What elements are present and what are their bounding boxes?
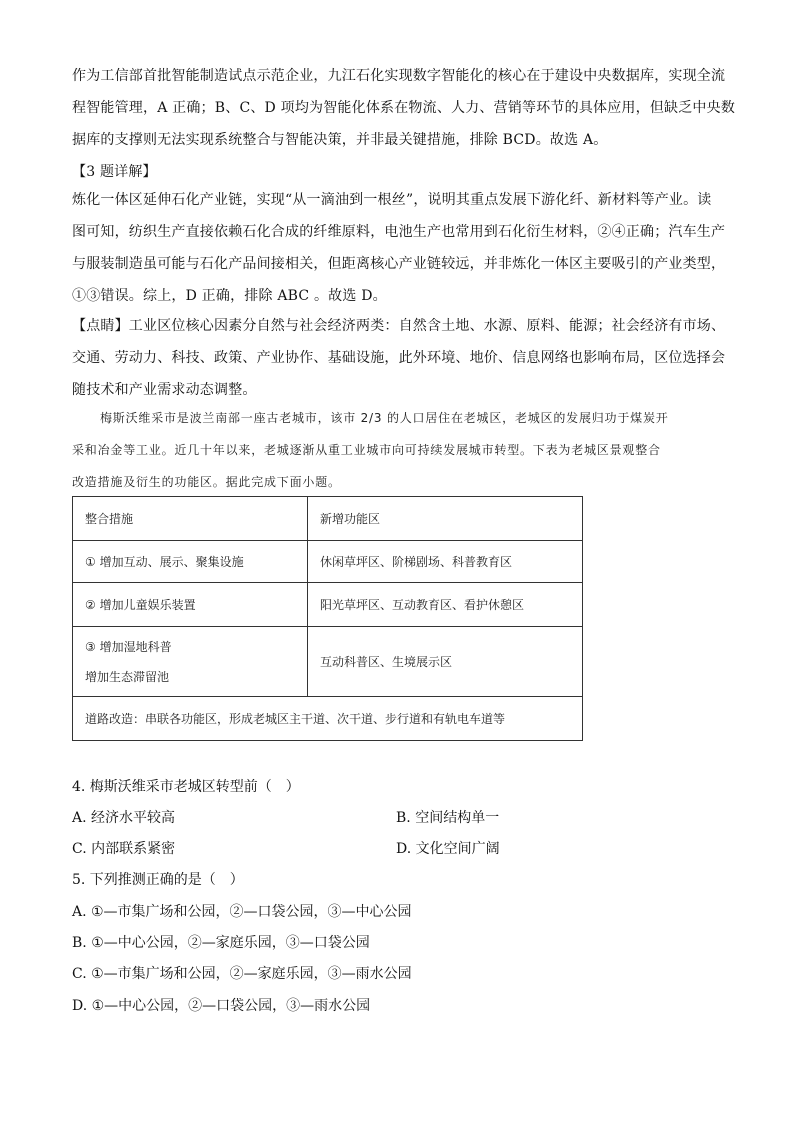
q5-option-a[interactable]: A. ①—市集广场和公园，②—口袋公园，③—中心公园 bbox=[72, 904, 412, 920]
text-line: 图可知，纺织生产直接依赖石化合成的纤维原料，电池生产也常用到石化衍生材料，②④正确；汽车生产 bbox=[72, 224, 726, 240]
q4-option-d[interactable]: D. 文化空间广阔 bbox=[396, 841, 500, 857]
table-row bbox=[73, 583, 583, 627]
q4-option-a[interactable]: A. 经济水平较高 bbox=[72, 810, 176, 826]
text-line: ①③错误。综上，D 正确，排除 ABC 。故选 D。 bbox=[72, 288, 387, 304]
text-line: 炼化一体区延伸石化产业链，实现“从一滴油到一根丝”，说明其重点发展下游化纤、新材料等产业。读 bbox=[72, 192, 712, 208]
measure-text: ② 增加儿童娱乐装置 bbox=[85, 597, 196, 612]
tip-paragraph bbox=[72, 310, 724, 406]
table-header-cell: 新增功能区 bbox=[308, 497, 583, 541]
text-line: 交通、劳动力、科技、政策、产业协作、基础设施，此外环境、地价、信息网络也影响布局，区位选择会 bbox=[72, 350, 726, 366]
table-footer-row bbox=[73, 697, 583, 741]
reading-passage bbox=[72, 402, 724, 498]
section-heading: 【3 题详解】 bbox=[72, 164, 157, 180]
table-row bbox=[73, 627, 583, 697]
table-cell-measure bbox=[73, 627, 308, 697]
text-line: 【点睛】工业区位核心因素分自然与社会经济两类：自然含土地、水源、原料、能源；社会经济有市场、 bbox=[72, 318, 726, 334]
table-header-row bbox=[73, 497, 583, 541]
q5-option-c[interactable]: C. ①—市集广场和公园，②—家庭乐园，③—雨水公园 bbox=[72, 966, 412, 982]
passage-line: 改造措施及衍生的功能区。据此完成下面小题。 bbox=[72, 475, 341, 489]
passage-line: 采和冶金等工业。近几十年以来，老城逐渐从重工业城市向可持续发展城市转型。下表为老城区景观整合 bbox=[72, 443, 661, 457]
question-4-stem: 4. 梅斯沃维采市老城区转型前（ ） bbox=[72, 779, 300, 795]
measure-text: 增加生态滞留池 bbox=[85, 669, 170, 684]
table-header-cell: 整合措施 bbox=[73, 497, 308, 541]
table-cell-zone: 阳光草坪区、互动教育区、看护休憩区 bbox=[308, 583, 583, 627]
table-cell-measure bbox=[73, 541, 308, 583]
text-line: 随技术和产业需求动态调整。 bbox=[72, 382, 257, 398]
table-cell-zone: 互动科普区、生境展示区 bbox=[308, 627, 583, 697]
measure-text: ① 增加互动、展示、聚集设施 bbox=[85, 554, 244, 569]
passage-line: 梅斯沃维采市是波兰南部一座古老城市，该市 2/3 的人口居住在老城区，老城区的发展归功于煤炭开 bbox=[100, 411, 669, 425]
measures-table bbox=[72, 496, 583, 741]
text-line: 程智能管理，A 正确；B、C、D 项均为智能化体系在物流、人力、营销等环节的具体应用，但缺乏中央数 bbox=[72, 100, 736, 116]
text-line: 作为工信部首批智能制造试点示范企业，九江石化实现数字智能化的核心在于建设中央数据库，实现全流 bbox=[72, 68, 726, 84]
q4-option-c[interactable]: C. 内部联系紧密 bbox=[72, 841, 176, 857]
analysis-q2 bbox=[72, 60, 736, 156]
table-cell-measure bbox=[73, 583, 308, 627]
text-line: 据库的支撑则无法实现系统整合与智能决策，并非最关键措施，排除 BCD。故选 A。 bbox=[72, 132, 608, 148]
measure-text: ③ 增加湿地科普 bbox=[85, 639, 172, 654]
text-line: 与服装制造虽可能与石化产品间接相关，但距离核心产业链较远，并非炼化一体区主要吸引的产业类型， bbox=[72, 256, 726, 272]
table-row bbox=[73, 541, 583, 583]
table-footer-cell: 道路改造：串联各功能区，形成老城区主干道、次干道、步行道和有轨电车道等 bbox=[73, 697, 583, 741]
q5-option-d[interactable]: D. ①—中心公园，②—口袋公园，③—雨水公园 bbox=[72, 998, 371, 1014]
q4-option-b[interactable]: B. 空间结构单一 bbox=[396, 810, 500, 826]
analysis-q3 bbox=[72, 184, 724, 312]
table-cell-zone: 休闲草坪区、阶梯剧场、科普教育区 bbox=[308, 541, 583, 583]
question-5-stem: 5. 下列推测正确的是（ ） bbox=[72, 872, 244, 888]
q5-option-b[interactable]: B. ①—中心公园，②—家庭乐园，③—口袋公园 bbox=[72, 935, 370, 951]
